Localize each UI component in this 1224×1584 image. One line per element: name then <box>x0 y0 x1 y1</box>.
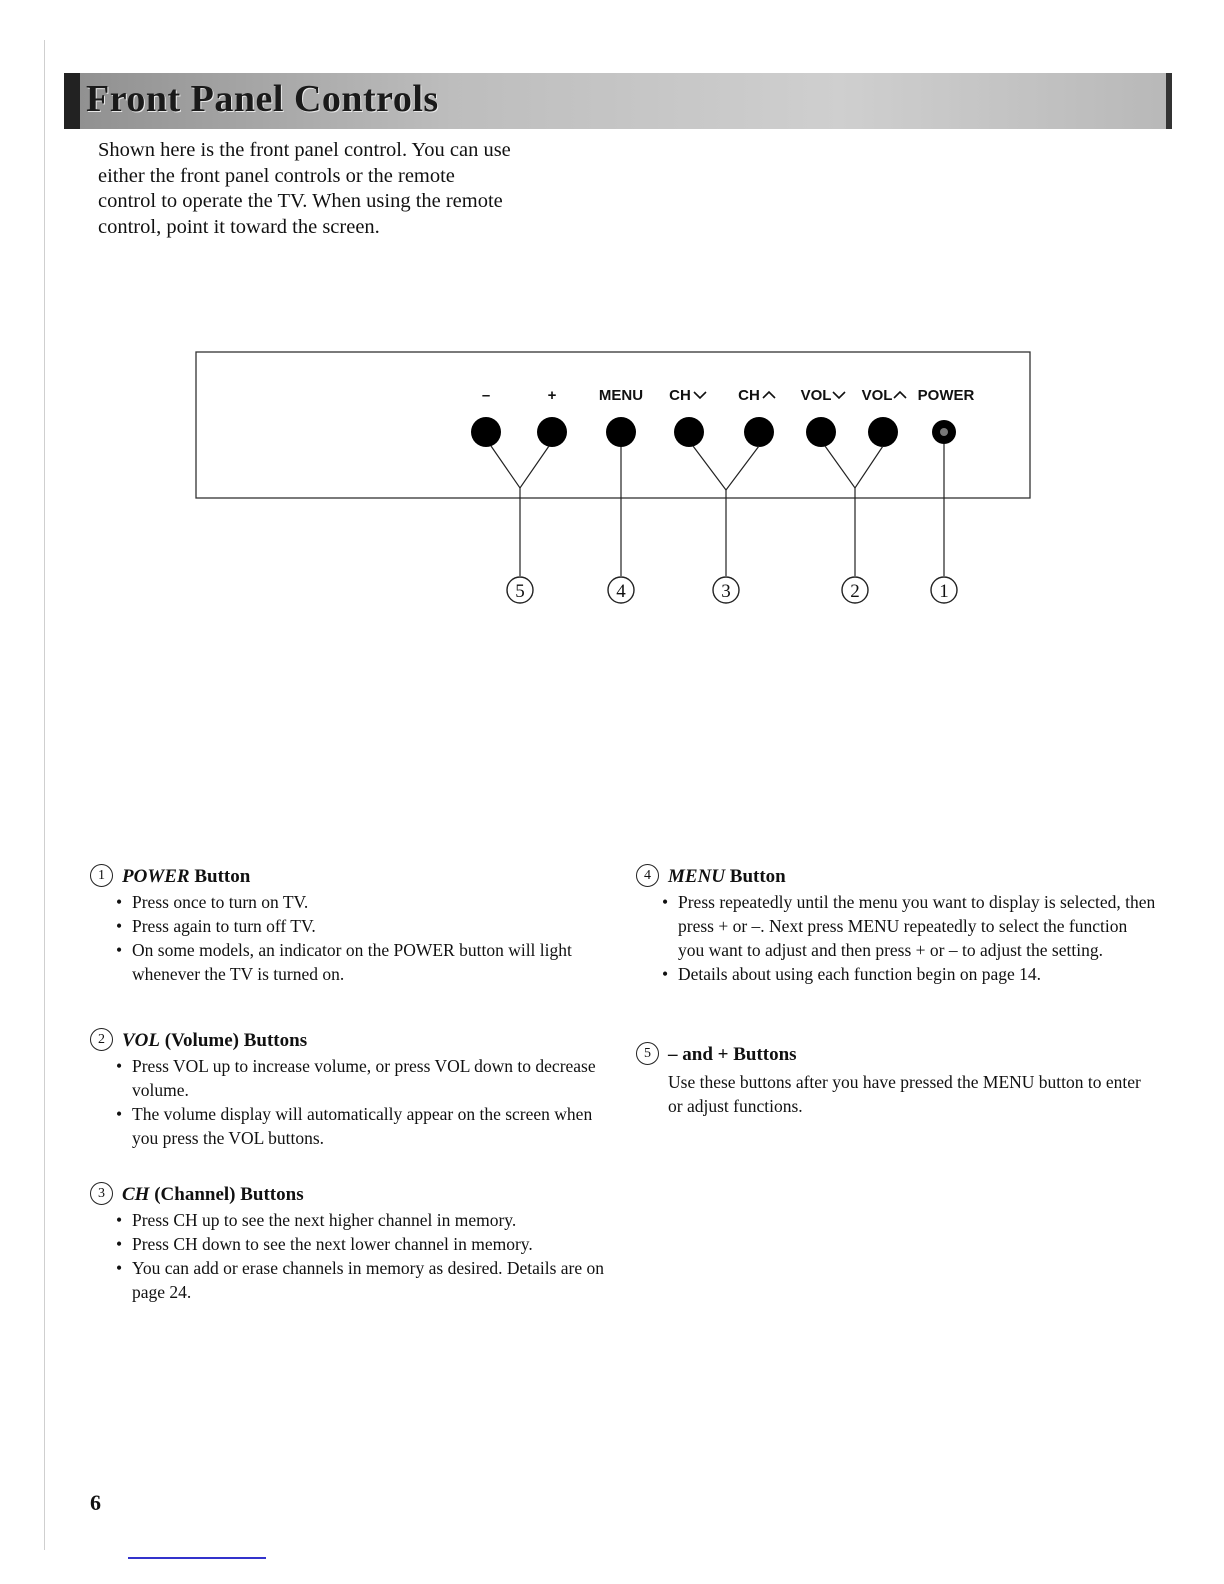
section-ch <box>90 1182 620 1305</box>
section-menu <box>636 864 1156 987</box>
power-indicator-icon <box>940 428 948 436</box>
bullet-list <box>636 890 1156 987</box>
list-item: • Press again to turn off TV. <box>116 914 620 938</box>
section-vol-heading <box>90 1028 620 1054</box>
menu-button <box>606 417 636 447</box>
minus-button <box>471 417 501 447</box>
bullet-list <box>90 890 620 987</box>
list-item: • Press CH up to see the next higher channel in memory. <box>116 1208 620 1232</box>
front-panel-diagram <box>180 340 1040 620</box>
leader-line-5 <box>491 446 549 488</box>
callout-number-3: 3 <box>721 581 731 602</box>
label-power: POWER <box>917 387 975 404</box>
section-number: 1 <box>90 864 113 887</box>
label-menu: MENU <box>598 387 644 404</box>
list-item: • On some models, an indicator on the POWER button will light whenever the TV is turned on. <box>116 938 620 986</box>
section-vol <box>90 1028 620 1151</box>
chevron-down-icon <box>833 392 845 398</box>
section-title-emphasis: VOL <box>122 1030 160 1051</box>
list-item: • Press repeatedly until the menu you want to display is selected, then press + or –. Next press MENU repeatedly to select the function you want to adjust and then press + or – to adjust the setting. <box>662 890 1156 962</box>
section-title-rest: Button <box>189 866 251 887</box>
section-title <box>122 864 250 890</box>
section-text: Use these buttons after you have pressed the MENU button to enter or adjust functions. <box>668 1072 1141 1117</box>
chevron-up-icon <box>894 392 906 398</box>
list-item: • The volume display will automatically appear on the screen when you press the VOL buttons. <box>116 1102 620 1150</box>
section-minus-plus-heading <box>636 1042 1156 1068</box>
callout-number-2: 2 <box>850 581 860 602</box>
section-number: 2 <box>90 1028 113 1051</box>
label-minus: – <box>481 387 491 404</box>
label-ch-up: CH <box>738 387 760 404</box>
section-title-rest: (Volume) Buttons <box>160 1030 308 1051</box>
ch-up-button <box>744 417 774 447</box>
intro-paragraph: Shown here is the front panel control. You can use either the front panel controls or the remote control to operate the TV. When using the remote control, point it toward the screen. <box>98 139 511 238</box>
title-bar-end <box>1166 73 1172 129</box>
section-title-emphasis: CH <box>122 1184 150 1205</box>
section-number: 3 <box>90 1182 113 1205</box>
plus-button <box>537 417 567 447</box>
callout-number-1: 1 <box>939 581 949 602</box>
title-tab <box>64 73 80 129</box>
section-title-emphasis: MENU <box>668 866 726 887</box>
vol-down-button <box>806 417 836 447</box>
list-item: • You can add or erase channels in memory as desired. Details are on page 24. <box>116 1256 620 1304</box>
section-number: 5 <box>636 1042 659 1065</box>
bullet-list <box>90 1054 620 1151</box>
section-title-rest: (Channel) Buttons <box>149 1184 304 1205</box>
list-item: • Press once to turn on TV. <box>116 890 620 914</box>
footer-rule <box>128 1557 266 1559</box>
section-minus-plus <box>636 1042 1156 1118</box>
leader-line-3 <box>693 446 759 490</box>
page-title: Front Panel Controls <box>86 78 439 120</box>
leader-line-2 <box>825 446 883 488</box>
bullet-list <box>90 1208 620 1305</box>
section-power-heading <box>90 864 620 890</box>
page-margin-rule <box>44 40 45 1550</box>
chevron-down-icon <box>694 392 706 398</box>
section-number: 4 <box>636 864 659 887</box>
section-title: – and + Buttons <box>668 1044 797 1065</box>
list-item: • Details about using each function begin on page 14. <box>662 962 1156 986</box>
label-ch-down: CH <box>669 387 691 404</box>
vol-up-button <box>868 417 898 447</box>
page-number: 6 <box>90 1490 101 1515</box>
label-plus: + <box>547 387 557 404</box>
list-item: • Press CH down to see the next lower channel in memory. <box>116 1232 620 1256</box>
title-bar <box>64 73 1172 129</box>
chevron-up-icon <box>763 392 775 398</box>
label-vol-down: VOL <box>800 387 832 404</box>
section-title <box>668 864 786 890</box>
section-ch-heading <box>90 1182 620 1208</box>
section-power <box>90 864 620 987</box>
ch-down-button <box>674 417 704 447</box>
section-title <box>122 1028 307 1054</box>
callout-number-5: 5 <box>515 581 525 602</box>
section-title-emphasis: POWER <box>122 866 190 887</box>
list-item: • Press VOL up to increase volume, or press VOL down to decrease volume. <box>116 1054 620 1102</box>
section-title <box>122 1182 304 1208</box>
section-menu-heading <box>636 864 1156 890</box>
section-title-rest: Button <box>725 866 786 887</box>
label-vol-up: VOL <box>861 387 893 404</box>
callout-number-4: 4 <box>616 581 626 602</box>
